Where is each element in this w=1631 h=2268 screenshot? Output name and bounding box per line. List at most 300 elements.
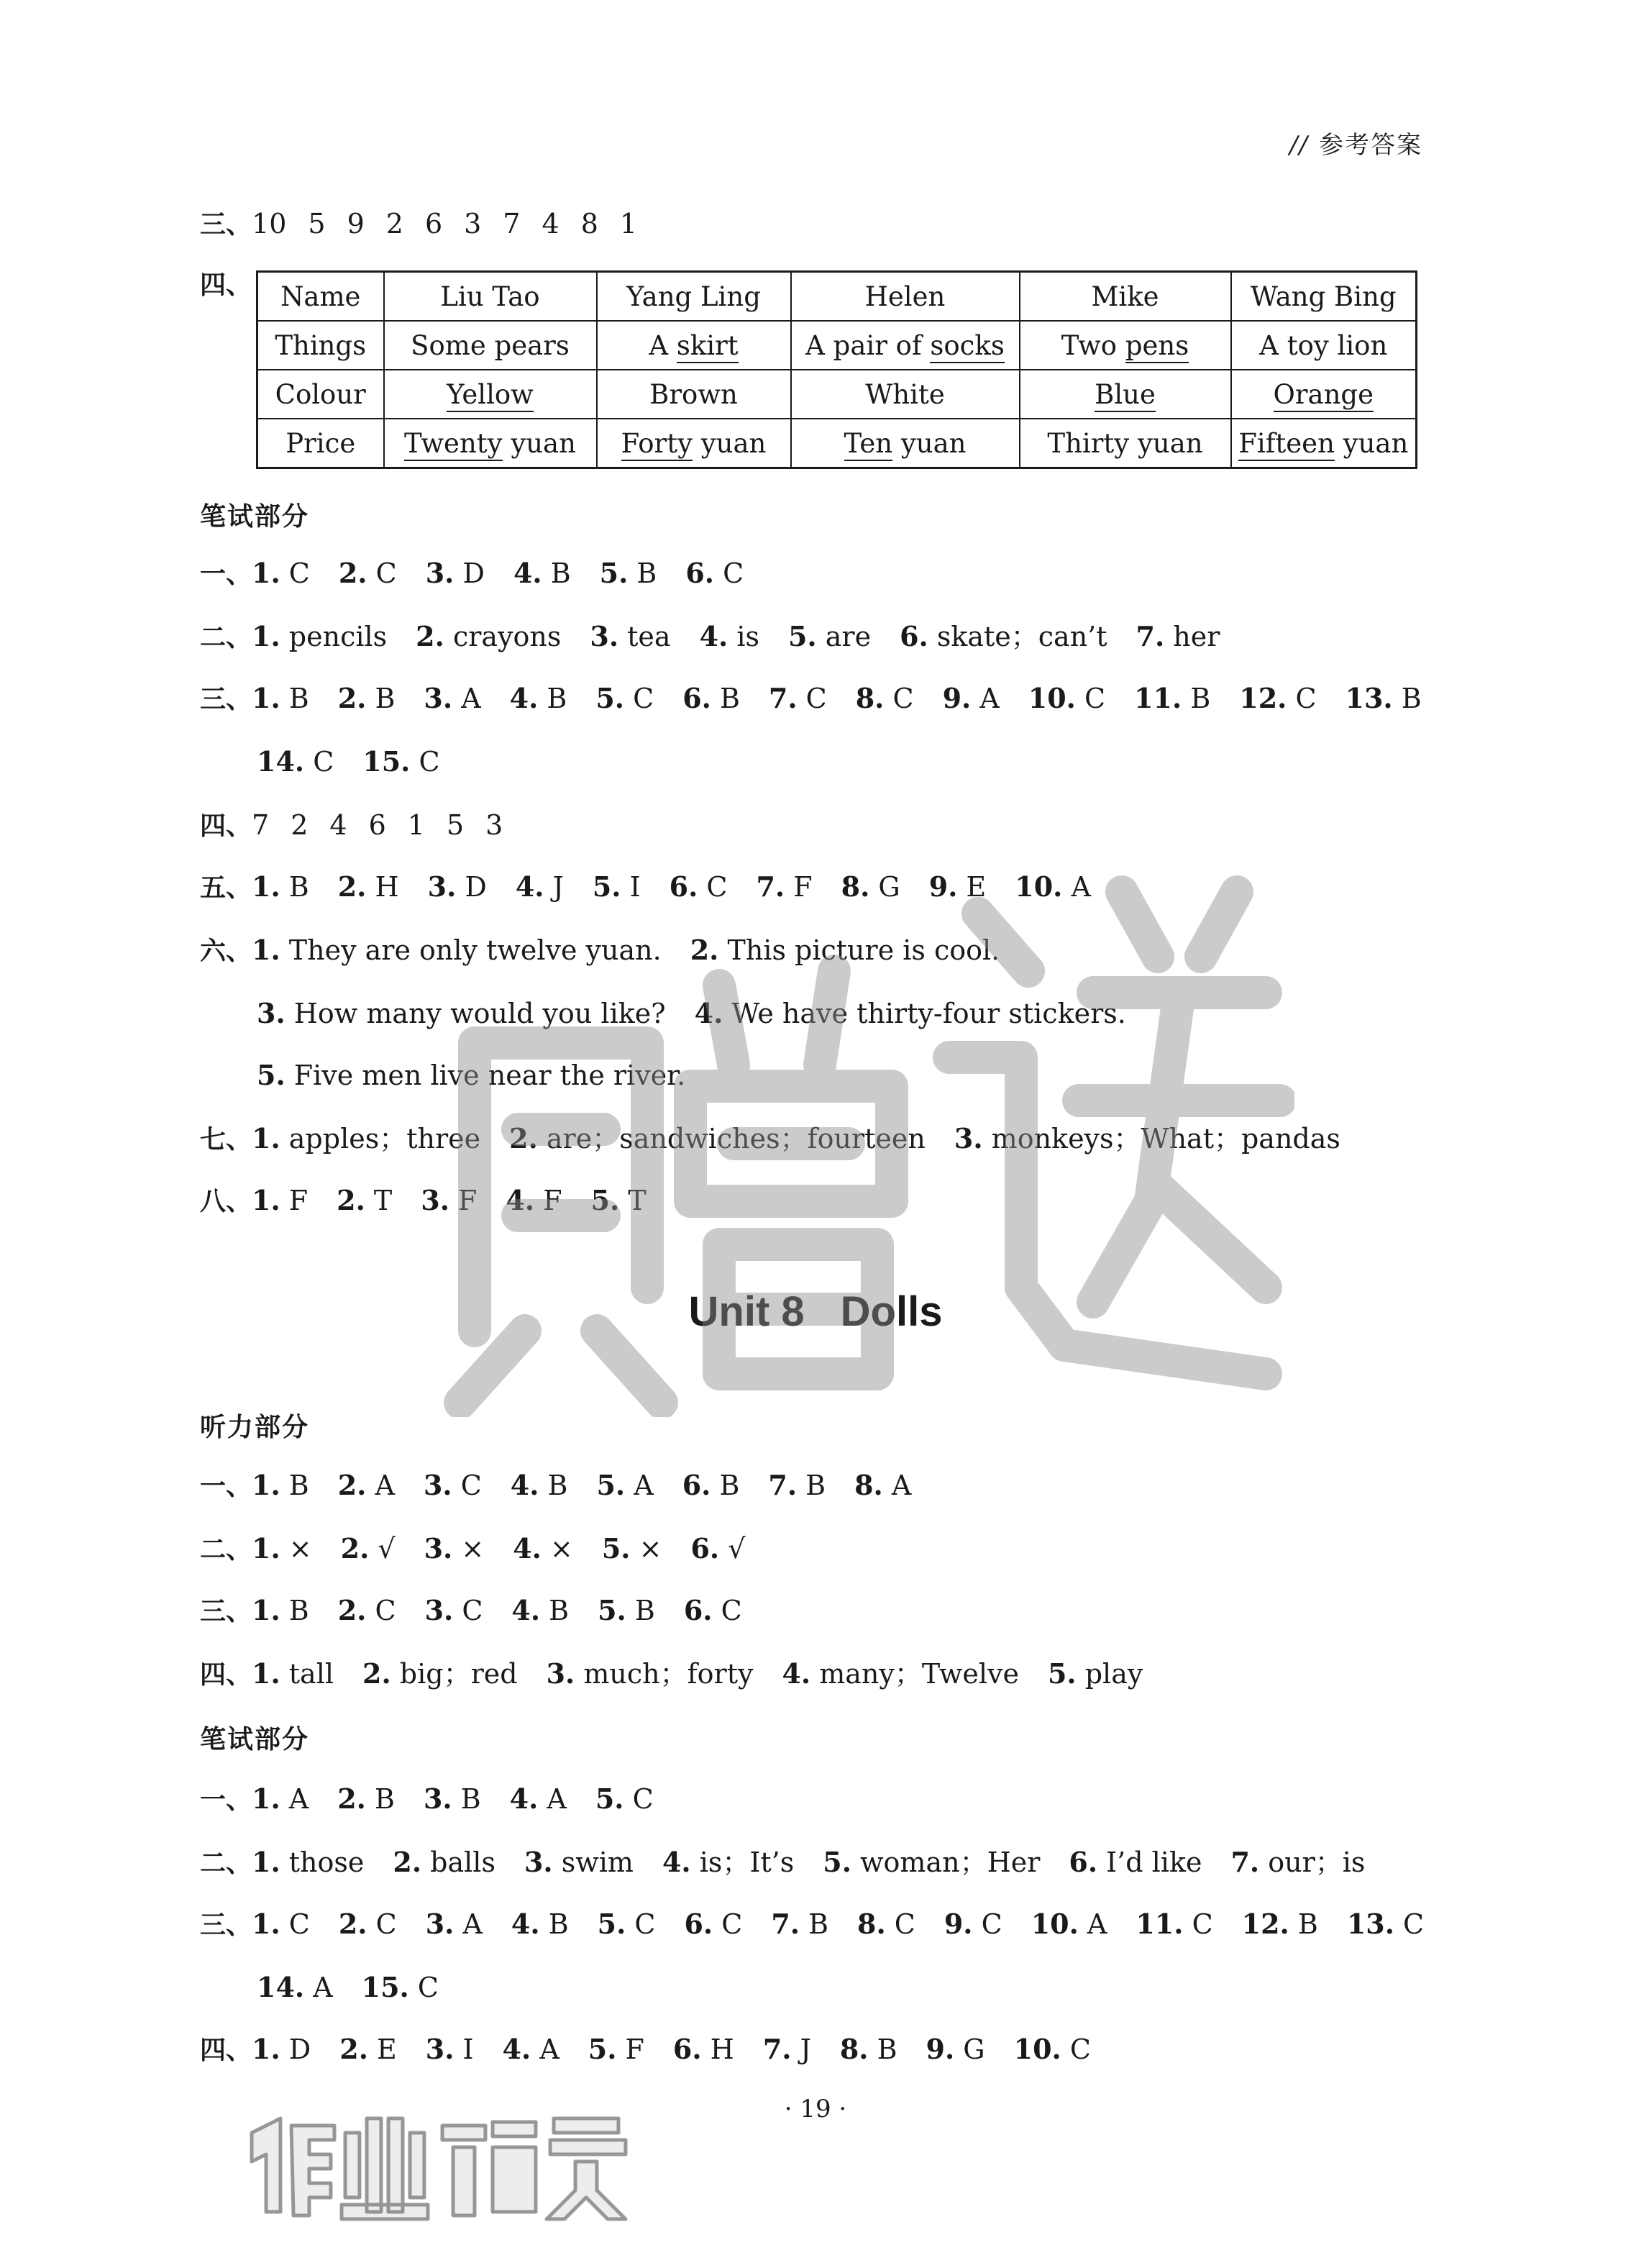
- answer-item: [1048, 1658, 1143, 1690]
- table-cell: [1231, 370, 1417, 419]
- answer-number: 6.: [900, 620, 928, 652]
- answer-item: [598, 1595, 655, 1626]
- answer-item: [841, 871, 900, 903]
- answer-value: balls: [430, 1846, 495, 1878]
- answer-value: E: [966, 871, 987, 903]
- answer-line: [257, 745, 440, 778]
- answer-number: 4.: [515, 870, 544, 903]
- answer-number: 4.: [509, 682, 539, 714]
- answer-number: 1.: [252, 1532, 280, 1565]
- underlined-answer: pens: [1125, 330, 1189, 363]
- answer-item: [341, 1533, 396, 1565]
- answer-number: 4.: [506, 1184, 535, 1216]
- answer-item: [695, 998, 1126, 1029]
- answer-item: [682, 1470, 740, 1501]
- sequence-value: 4: [329, 809, 347, 841]
- underlined-answer: Orange: [1274, 379, 1374, 412]
- answer-item: [339, 2034, 397, 2065]
- answer-item: [252, 1846, 364, 1878]
- answer-item: [338, 1595, 396, 1626]
- table-header-cell: Helen: [791, 272, 1020, 322]
- page-header: [1289, 125, 1422, 160]
- table-cell: Ten yuan: [791, 419, 1020, 468]
- table-cell: White: [791, 370, 1020, 419]
- answer-line: [200, 1184, 647, 1216]
- answer-value: those: [288, 1846, 365, 1878]
- answer-item: [362, 1972, 439, 2003]
- answer-line: [257, 1059, 686, 1091]
- answer-value: B: [550, 557, 571, 589]
- answer-number: 7.: [762, 2033, 792, 2065]
- answer-number: 4.: [502, 2033, 531, 2065]
- answer-line: [200, 1782, 654, 1815]
- answer-number: 10.: [1013, 2033, 1061, 2065]
- table-prefix: 四、: [200, 270, 252, 300]
- table-header-cell: Wang Bing: [1231, 272, 1417, 322]
- answer-item: [513, 557, 571, 589]
- answer-value: B: [288, 1595, 309, 1626]
- answer-item: [857, 1908, 915, 1940]
- answer-number: 3.: [427, 870, 457, 903]
- answer-item: [252, 1783, 309, 1815]
- question-prefix: 八、: [200, 1187, 252, 1216]
- answer-value: A: [288, 1783, 309, 1815]
- answer-item: [257, 1060, 685, 1091]
- table-cell: Brown: [597, 370, 791, 419]
- answer-value: J: [552, 871, 564, 903]
- header-title: 参考答案: [1319, 131, 1422, 160]
- answer-number: 5.: [597, 1908, 626, 1940]
- answer-value: B: [636, 557, 657, 589]
- answer-item: [900, 621, 1107, 652]
- answer-value: B: [288, 1470, 309, 1501]
- answer-number: 4.: [782, 1657, 811, 1690]
- answer-item: [590, 621, 670, 652]
- answer-number: 2.: [337, 1782, 366, 1815]
- answer-value: A: [1087, 1908, 1107, 1940]
- answer-value: C: [313, 746, 334, 778]
- answer-item: [416, 621, 561, 652]
- answer-item: [588, 2034, 644, 2065]
- answer-number: 5.: [588, 2033, 617, 2065]
- answer-number: 2.: [338, 1908, 367, 1940]
- table-row: [257, 321, 1417, 370]
- answer-value: C: [375, 1595, 396, 1626]
- answer-item: [516, 871, 564, 903]
- table-cell: Forty yuan: [597, 419, 791, 468]
- sequence-value: 5: [308, 208, 326, 240]
- answer-item: [929, 871, 987, 903]
- answer-value: A: [634, 1470, 654, 1501]
- answer-number: 11.: [1136, 1908, 1184, 1940]
- question-prefix: 一、: [200, 1472, 252, 1501]
- question-prefix: 二、: [200, 1535, 252, 1565]
- answer-number: 1.: [252, 870, 280, 903]
- answer-value: F: [543, 1185, 562, 1216]
- answer-item: [593, 871, 641, 903]
- answer-value: her: [1173, 621, 1220, 652]
- underlined-answer: Yellow: [447, 379, 534, 412]
- answer-item: [511, 1595, 569, 1626]
- answer-item: [338, 1470, 395, 1501]
- answer-number: 5.: [595, 1782, 624, 1815]
- question-prefix: 五、: [200, 873, 252, 903]
- answer-number: 1.: [252, 1657, 280, 1690]
- answer-item: [339, 557, 397, 589]
- answer-value: tea: [627, 621, 671, 652]
- answer-item: [252, 934, 662, 966]
- question-prefix: 四、: [200, 2036, 252, 2065]
- answer-item: [424, 1783, 481, 1815]
- sequence-value: 8: [580, 208, 598, 240]
- answer-number: 6.: [672, 2033, 702, 2065]
- answer-line: [200, 1908, 1425, 1940]
- table-header-cell: Mike: [1020, 272, 1231, 322]
- table-cell: A toy lion: [1231, 321, 1417, 370]
- answer-value: A: [547, 1783, 567, 1815]
- table-cell: Fifteen yuan: [1231, 419, 1417, 468]
- answer-value: I’d like: [1106, 1846, 1202, 1878]
- answer-item: [1347, 1908, 1424, 1940]
- answer-number: 4.: [511, 1594, 541, 1626]
- answer-number: 6.: [682, 1469, 711, 1501]
- answer-value: much；forty: [583, 1658, 754, 1690]
- answer-number: 1.: [252, 1122, 280, 1155]
- answer-number: 6.: [690, 1532, 720, 1565]
- answer-value: many；Twelve: [819, 1658, 1019, 1690]
- answer-number: 2.: [337, 1594, 367, 1626]
- answer-number: 7.: [768, 682, 798, 714]
- answer-item: [257, 1972, 333, 2003]
- answer-item: [428, 871, 487, 903]
- answer-item: [513, 1533, 573, 1565]
- answer-item: [421, 1185, 477, 1216]
- answer-item: [424, 683, 480, 714]
- question-prefix: 一、: [200, 1785, 252, 1815]
- answer-value: ×: [549, 1533, 573, 1565]
- section-written-2: 笔试部分: [200, 1725, 310, 1754]
- answer-item: [1134, 683, 1210, 714]
- answer-value: F: [458, 1185, 478, 1216]
- answer-value: ×: [461, 1533, 485, 1565]
- answer-value: B: [1297, 1908, 1318, 1940]
- answer-value: crayons: [452, 621, 562, 652]
- table-cell: Things: [257, 321, 384, 370]
- answer-line: [200, 1594, 742, 1626]
- answer-item: [1031, 1908, 1107, 1940]
- answer-line: [200, 811, 503, 839]
- answer-value: C: [1084, 683, 1106, 714]
- answer-item: [252, 1123, 480, 1155]
- answer-number: 5.: [823, 1846, 851, 1878]
- answer-number: 1.: [252, 557, 280, 589]
- answer-item: [362, 1658, 518, 1690]
- answer-number: 7.: [756, 870, 785, 903]
- answer-line: [257, 997, 1126, 1029]
- answer-item: [944, 1908, 1002, 1940]
- answer-value: C: [633, 683, 654, 714]
- answer-item: [771, 1908, 828, 1940]
- answer-value: C: [1403, 1908, 1425, 1940]
- sequence-value: 6: [424, 208, 443, 240]
- answer-item: [756, 871, 812, 903]
- answer-value: T: [628, 1185, 647, 1216]
- answer-number: 1.: [252, 620, 280, 652]
- answer-number: 1.: [252, 1594, 280, 1626]
- table-cell: Thirty yuan: [1020, 419, 1231, 468]
- answer-number: 3.: [590, 620, 619, 652]
- answer-value: B: [805, 1470, 826, 1501]
- answer-value: F: [625, 2034, 644, 2065]
- answer-number: 12.: [1241, 1908, 1289, 1940]
- answer-value: How many would you like?: [293, 998, 666, 1029]
- answer-value: C: [721, 1595, 742, 1626]
- table-row: [257, 370, 1417, 419]
- question-prefix: 二、: [200, 1849, 252, 1878]
- sequence-value: 7: [252, 809, 270, 841]
- answer-number: 2.: [509, 1122, 538, 1155]
- answer-number: 2.: [339, 2033, 368, 2065]
- answer-number: 4.: [694, 997, 723, 1029]
- answer-value: are；sandwiches；fourteen: [546, 1123, 926, 1155]
- answer-line: [200, 2033, 1091, 2065]
- question-prefix: 七、: [200, 1125, 252, 1155]
- answer-value: B: [548, 1908, 569, 1940]
- answer-value: A: [375, 1470, 395, 1501]
- answer-number: 10.: [1015, 870, 1063, 903]
- question-prefix: 三、: [200, 685, 252, 714]
- answer-number: 6.: [669, 870, 698, 903]
- answer-number: 6.: [684, 1908, 713, 1940]
- answer-item: [684, 1908, 742, 1940]
- answer-item: [337, 1783, 395, 1815]
- table-header-cell: Yang Ling: [597, 272, 791, 322]
- answer-value: swim: [561, 1846, 634, 1878]
- answer-item: [769, 683, 827, 714]
- answer-number: 8.: [841, 870, 870, 903]
- answer-item: [252, 1908, 310, 1940]
- answer-number: 8.: [857, 1908, 886, 1940]
- underlined-answer: Blue: [1095, 379, 1156, 412]
- answer-value: J: [800, 2034, 811, 2065]
- answer-number: 12.: [1239, 682, 1287, 714]
- answer-number: 14.: [257, 745, 305, 778]
- answer-item: [425, 1595, 483, 1626]
- answer-number: 6.: [683, 1594, 713, 1626]
- sequence-value: 5: [446, 809, 465, 841]
- answer-line: [200, 934, 1000, 966]
- table-header-cell: Liu Tao: [384, 272, 597, 322]
- question-prefix: 四、: [200, 1660, 252, 1690]
- answer-item: [788, 621, 871, 652]
- answer-number: 8.: [855, 682, 885, 714]
- answer-item: [670, 871, 728, 903]
- answer-number: 2.: [690, 934, 719, 966]
- answer-number: 2.: [393, 1846, 422, 1878]
- answer-item: [426, 2034, 474, 2065]
- answer-value: skate；can’t: [936, 621, 1107, 652]
- answer-number: 3.: [424, 1532, 453, 1565]
- answer-value: C: [462, 1595, 483, 1626]
- answer-number: 4.: [509, 1782, 539, 1815]
- answer-item: [598, 1908, 656, 1940]
- answer-item: [252, 2034, 311, 2065]
- answer-number: 4.: [511, 1908, 540, 1940]
- answer-line: [200, 1846, 1366, 1878]
- answer-number: 3.: [524, 1846, 553, 1878]
- answer-value: B: [877, 2034, 897, 2065]
- sequence-value: 2: [385, 208, 403, 240]
- table-cell: [384, 370, 597, 419]
- answer-item: [662, 1846, 794, 1878]
- answer-number: 3.: [421, 1184, 449, 1216]
- answer-item: [1069, 1846, 1202, 1878]
- answer-number: 7.: [1230, 1846, 1260, 1878]
- answer-number: 8.: [839, 2033, 869, 2065]
- answer-number: 3.: [424, 1594, 454, 1626]
- answer-value: ×: [288, 1533, 312, 1565]
- answer-number: 2.: [337, 1469, 367, 1501]
- answer-item: [700, 621, 759, 652]
- answer-item: [257, 746, 334, 778]
- answer-value: F: [288, 1185, 309, 1216]
- answer-item: [337, 1185, 392, 1216]
- answer-value: monkeys；What；pandas: [991, 1123, 1340, 1155]
- answer-value: C: [1295, 683, 1317, 714]
- answer-value: B: [1401, 683, 1422, 714]
- answer-item: [1242, 1908, 1318, 1940]
- answer-number: 1.: [252, 934, 280, 966]
- answer-value: is: [736, 621, 759, 652]
- answer-value: B: [634, 1595, 655, 1626]
- answer-number: 15.: [362, 745, 411, 778]
- answer-value: C: [460, 1470, 482, 1501]
- answer-number: 3.: [425, 557, 454, 589]
- answer-number: 5.: [595, 682, 625, 714]
- answer-value: C: [981, 1908, 1002, 1940]
- section-written-1: 笔试部分: [200, 502, 310, 532]
- answer-value: They are only twelve yuan.: [288, 934, 662, 966]
- answer-number: 1.: [252, 682, 280, 714]
- answer-number: 9.: [928, 870, 958, 903]
- answer-value: B: [288, 683, 309, 714]
- answer-number: 2.: [416, 620, 444, 652]
- answer-number: 7.: [768, 1469, 798, 1501]
- answer-value: B: [808, 1908, 829, 1940]
- answer-item: [257, 998, 666, 1029]
- underlined-answer: socks: [930, 330, 1004, 363]
- question-prefix: 二、: [200, 623, 252, 652]
- answer-value: C: [634, 1908, 656, 1940]
- answer-item: [547, 1658, 754, 1690]
- answer-item: [926, 2034, 985, 2065]
- answer-number: 2.: [337, 870, 367, 903]
- sequence-value: 6: [368, 809, 386, 841]
- table-cell: Some pears: [384, 321, 597, 370]
- answer-number: 7.: [771, 1908, 800, 1940]
- answer-item: [509, 1123, 926, 1155]
- answer-item: [506, 1185, 562, 1216]
- answer-value: big；red: [399, 1658, 518, 1690]
- question-prefix: 三、: [200, 210, 252, 240]
- answer-item: [338, 871, 399, 903]
- answer-number: 2.: [340, 1532, 370, 1565]
- table-row: [257, 272, 1417, 322]
- answer-value: A: [313, 1972, 333, 2003]
- answer-value: C: [1192, 1908, 1213, 1940]
- answer-value: our；is: [1268, 1846, 1366, 1878]
- page-number: · 19 ·: [784, 2095, 847, 2123]
- answer-item: [362, 746, 439, 778]
- answer-item: [1014, 2034, 1091, 2065]
- answer-value: C: [417, 1972, 439, 2003]
- answer-value: Five men live near the river.: [293, 1060, 686, 1091]
- answer-number: 2.: [362, 1657, 391, 1690]
- answer-item: [252, 683, 309, 714]
- answer-line: [200, 1657, 1143, 1690]
- answer-item: [685, 557, 744, 589]
- answer-value: B: [460, 1783, 481, 1815]
- header-slash: //: [1289, 131, 1309, 160]
- answer-value: B: [288, 871, 309, 903]
- answer-item: [424, 1533, 485, 1565]
- answer-item: [954, 1123, 1340, 1155]
- answer-number: 3.: [257, 997, 285, 1029]
- answer-line: [200, 210, 637, 238]
- sequence-value: 4: [542, 208, 559, 240]
- answer-item: [943, 683, 1000, 714]
- answer-value: B: [547, 683, 567, 714]
- answer-number: 6.: [682, 682, 711, 714]
- answer-item: [338, 683, 396, 714]
- answer-item: [591, 1185, 647, 1216]
- answer-line: [200, 870, 1091, 903]
- answer-number: 1.: [252, 1908, 280, 1940]
- answer-value: C: [805, 683, 827, 714]
- answer-value: C: [419, 746, 440, 778]
- answer-item: [510, 683, 567, 714]
- answer-value: We have thirty-four stickers.: [731, 998, 1126, 1029]
- answer-number: 3.: [423, 1782, 452, 1815]
- answer-number: 13.: [1345, 682, 1393, 714]
- answer-item: [690, 934, 1000, 966]
- answer-item: [595, 683, 654, 714]
- answer-table: [256, 270, 1417, 469]
- underlined-answer: Ten: [844, 428, 893, 461]
- answer-item: [1028, 683, 1105, 714]
- table-cell: A skirt: [597, 321, 791, 370]
- answer-number: 5.: [787, 620, 817, 652]
- answer-item: [768, 1470, 826, 1501]
- answer-item: [510, 1783, 567, 1815]
- answer-item: [600, 557, 657, 589]
- answer-number: 8.: [854, 1469, 883, 1501]
- sequence-value: 1: [619, 208, 638, 240]
- answer-value: ×: [639, 1533, 662, 1565]
- answer-value: apples；three: [288, 1123, 481, 1155]
- answer-number: 3.: [954, 1122, 983, 1155]
- answer-item: [524, 1846, 634, 1878]
- answer-number: 4.: [513, 1532, 542, 1565]
- answer-number: 3.: [425, 1908, 454, 1940]
- answer-number: 10.: [1031, 1908, 1079, 1940]
- answer-line: [200, 1532, 746, 1565]
- answer-value: are: [825, 621, 872, 652]
- table-cell: [1020, 370, 1231, 419]
- answer-value: D: [462, 557, 485, 589]
- table-cell: Twenty yuan: [384, 419, 597, 468]
- answer-value: B: [719, 683, 740, 714]
